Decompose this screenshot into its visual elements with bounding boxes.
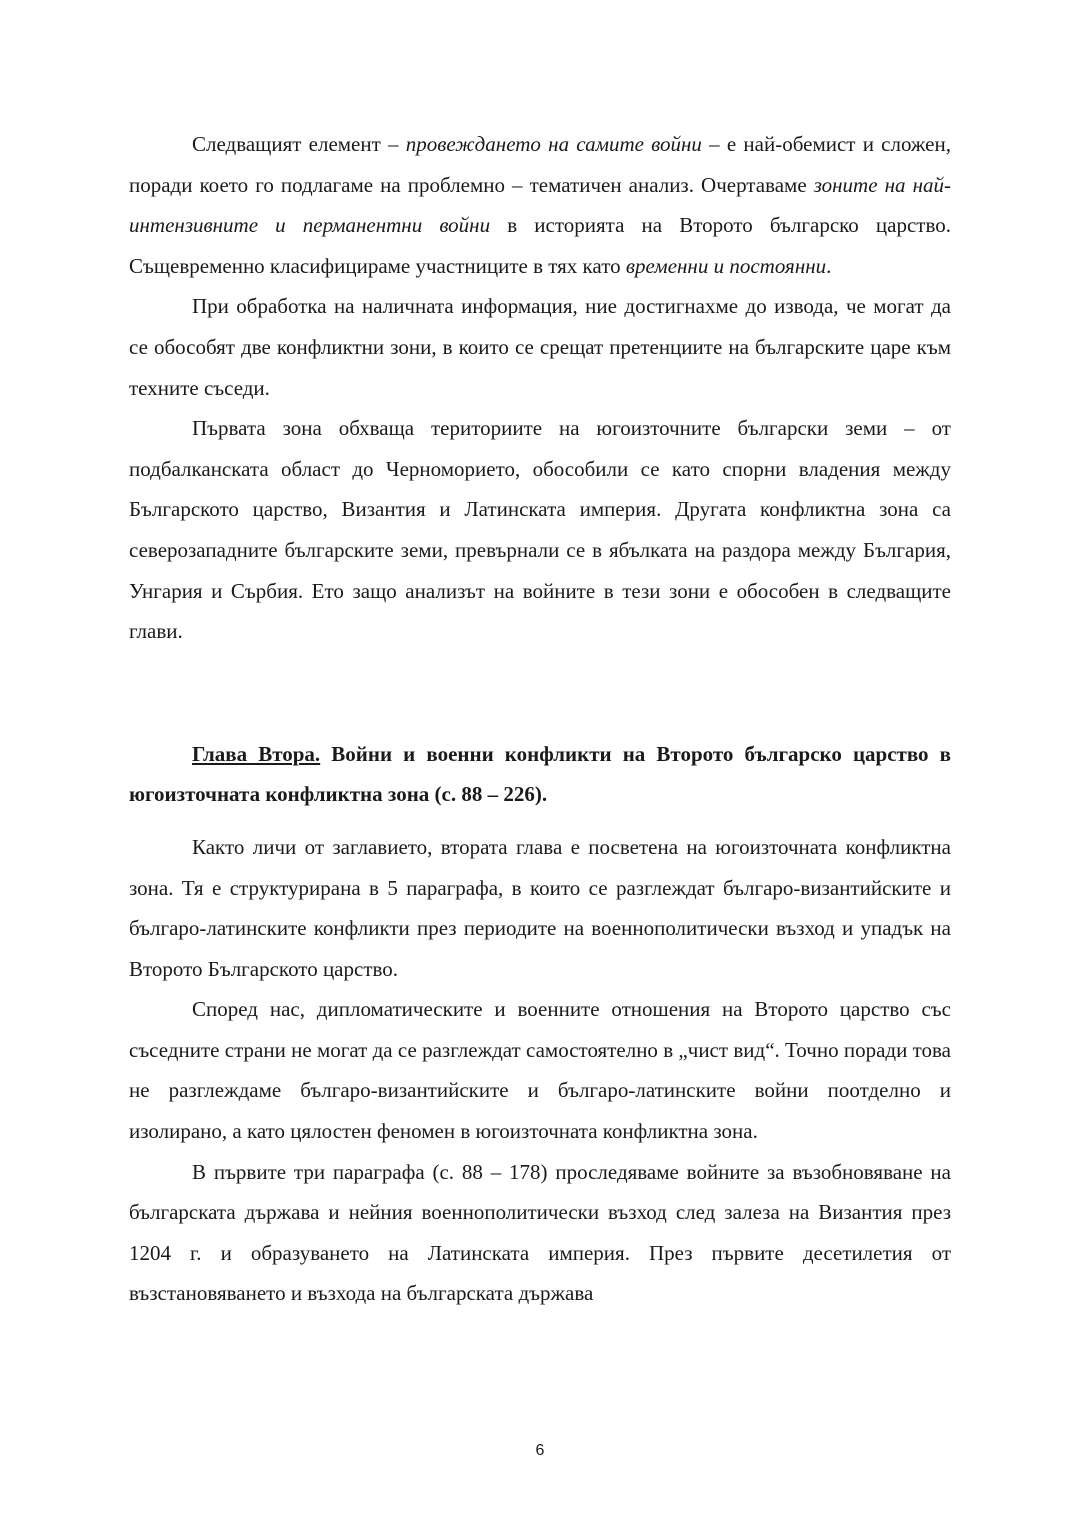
paragraph-text: Следващият елемент – <box>192 132 406 156</box>
italic-phrase: провеждането на самите войни <box>405 132 702 156</box>
paragraph: Както личи от заглавието, втората глава е посветена на югоизточната конфликтна зона. Тя е структурирана в 5 параграфа, в които се разглеждат българо-византийските и българо-латинските конфликти през периодите на военнополитически възход и упадък на Второто Българското царство. <box>129 834 951 981</box>
italic-phrase: временни и постоянни <box>625 253 827 278</box>
paragraph-text: в историята на Второто българско царство. Същевременно класифицираме участниците в тях като <box>129 213 951 278</box>
document-body <box>129 124 951 1314</box>
paragraph-text: – е най-обемист и сложен, поради което го подлагаме на проблемно – тематичен анализ. Очертаваме <box>129 132 951 197</box>
paragraph: При обработка на наличната информация, ние достигнахме до извода, че могат да се обособят две конфликтни зони, в които се срещат претенциите на българските царе към техните съседи. <box>129 294 951 400</box>
paragraph: Според нас, дипломатическите и военните отношения на Второто царство със съседните страни не могат да се разглеждат самостоятелно в „чист вид“. Точно поради това не разглеждаме българо-византийските и българо-латинските войни поотделно и изолирано, а като цялостен феномен в югоизточната конфликтна зона. <box>129 997 951 1144</box>
italic-phrase: зоните на най-интензивните и перманентни войни <box>129 172 952 238</box>
chapter-heading <box>129 734 951 815</box>
chapter-label: Глава Втора. <box>192 741 321 766</box>
paragraph-text: . <box>826 253 832 278</box>
paragraph <box>129 124 951 286</box>
page-number: 6 <box>535 1442 545 1459</box>
paragraph: Първата зона обхваща териториите на югоизточните български земи – от подбалканската област до Черноморието, обособили се като спорни владения между Българското царство, Византия и Латинската империя. Другата конфликтна зона са северозападните българските земи, превърнали се в ябълката на раздора между България, Унгария и Сърбия. Ето защо анализът на войните в тези зони е обособен в следващите глави. <box>129 416 951 644</box>
chapter-title: Войни и военни конфликти на Второто българско царство в югоизточната конфликтна зона (с. 88 – 226). <box>129 741 951 807</box>
paragraph: В първите три параграфа (с. 88 – 178) проследяваме войните за възобновяване на българската държава и нейния военнополитически възход след залеза на Византия през 1204 г. и образуването на Латинската империя. През първите десетилетия от възстановяването и възхода на българската държава <box>129 1159 951 1306</box>
